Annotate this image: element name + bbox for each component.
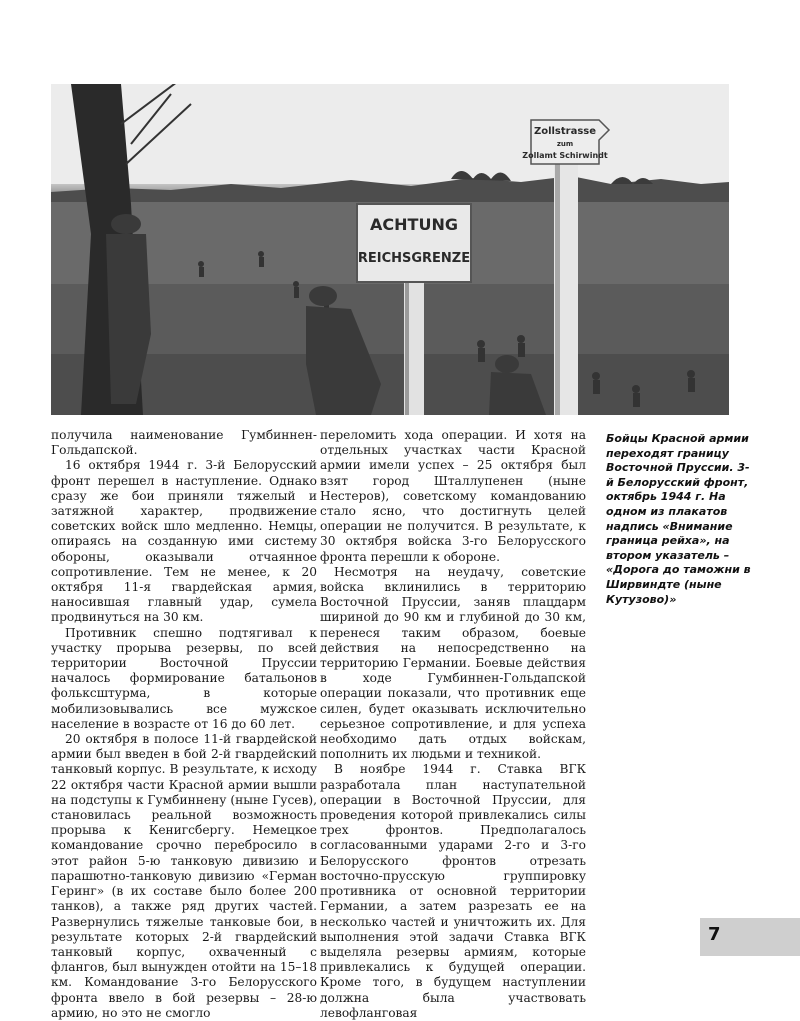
paragraph: Противник спешно подтягивал к участку прорыва резервы, по всей территории Восточной Пруссии началось формирование батальонов фольксштурма, в которые мобилизовывались все мужское население в возрасте от 16 до 60 лет.: [51, 625, 317, 731]
border-crossing-photo: [51, 84, 729, 415]
text-column-left: [51, 428, 317, 1021]
paragraph: 20 октября в полосе 11-й гвардейской армии был введен в бой 2-й гвардейский танковый корпус. В результате, к исходу 22 октября части Красной армии вышли на подступы к Гумбиннену (ныне Гусев), становилась реальной возможность прорыва к Кенигсбергу. Немецкое командование срочно перебросило в этот район 5-ю танковую дивизию и парашютно-танковую дивизию «Герман Геринг» (в их составе было более 200 танков), а также ряд других частей. Развернулись тяжелые танковые бои, в результате которых 2-й гвардейский танковый корпус, охваченный с флангов, был вынужден отойти на 15–18 км. Командование 3-го Белорусского фронта ввело в бой резервы – 28-ю армию, но это не смогло: [51, 732, 317, 1020]
photo-caption: Бойцы Красной армии переходят границу Восточной Пруссии. 3-й Белорусский фронт, октябрь 1944 г. На одном из плакатов надпись «Внимание граница рейха», на втором указатель – «Дорога до таможни в Ширвиндте (ныне Кутузово)»: [606, 432, 751, 606]
paragraph: 16 октября 1944 г. 3-й Белорусский фронт перешел в наступление. Однако сразу же бои приняли тяжелый и затяжной характер, продвижение советских войск шло медленно. Немцы, опираясь на созданную ими систему обороны, оказывали отчаянное сопротивление. Тем не менее, к 20 октября 11-я гвардейская армия, наносившая главный удар, сумела продвинуться на 30 км.: [51, 458, 317, 625]
page-number: 7: [708, 924, 721, 945]
sign-zollstrasse: Zollstrasse: [533, 126, 597, 137]
sign-zum: zum: [556, 140, 574, 148]
sign-zollamt: Zollamt Schirwindt: [522, 151, 608, 160]
photo-illustration: [51, 84, 729, 415]
sign-achtung: ACHTUNG: [370, 215, 458, 234]
paragraph: получила наименование Гумбиннен-Гольдапской.: [51, 428, 317, 458]
text-column-middle: [320, 428, 586, 1021]
sign-reichsgrenze: REICHSGRENZE: [357, 251, 471, 266]
paragraph: В ноябре 1944 г. Ставка ВГК разработала план наступательной операции в Восточной Пруссии, для проведения которой привлекались силы трех фронтов. Предполагалось согласованными ударами 2-го и 3-го Белорусского фронтов отрезать восточно-прусскую группировку противника от основной территории Германии, а затем разрезать ее на несколько частей и уничтожить их. Для выполнения этой задачи Ставка ВГК выделяла резервы армиям, которые привлекались к будущей операции. Кроме того, в будущем наступлении должна была участвовать левофланговая: [320, 762, 586, 1020]
paragraph: Несмотря на неудачу, советские войска вклинились в территорию Восточной Пруссии, заняв плацдарм шириной до 90 км и глубиной до 30 км, перенеся таким образом, боевые действия на непосредственно на территорию Германии. Боевые действия в ходе Гумбиннен-Гольдапской операции показали, что противник еще силен, будет оказывать исключительно серьезное сопротивление, и для успеха необходимо дать отдых войскам, пополнить их людьми и техникой.: [320, 564, 586, 762]
paragraph: переломить хода операции. И хотя на отдельных участках части Красной армии имели успех – 25 октября был взят город Шталлупенен (ныне Нестеров), советскому командованию стало ясно, что достигнуть целей операции не получится. В результате, к 30 октября войска 3-го Белорусского фронта перешли к обороне.: [320, 428, 586, 564]
